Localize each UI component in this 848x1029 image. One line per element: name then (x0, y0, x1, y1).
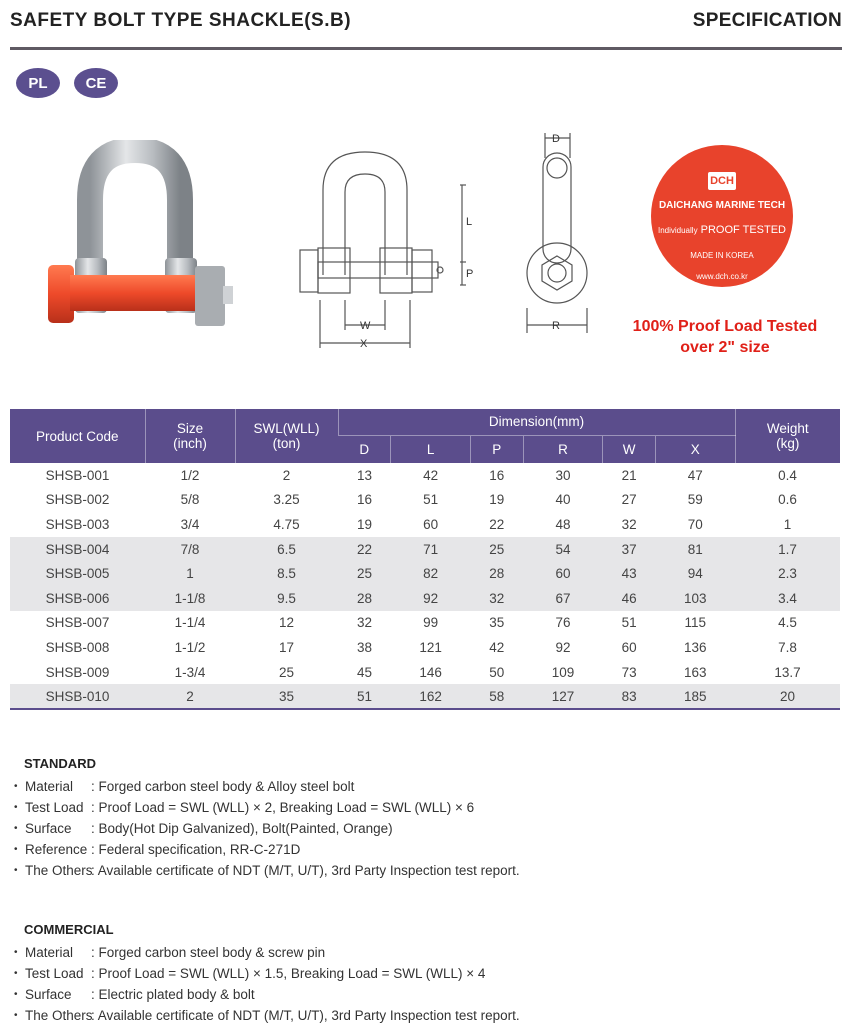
table-cell: 109 (551, 664, 575, 680)
spec-list-item (14, 776, 520, 797)
table-cell: 121 (419, 639, 442, 655)
table-cell: 38 (356, 639, 372, 655)
table-cell: SHSB-006 (10, 586, 145, 611)
table-cell: 2 (282, 467, 291, 483)
table-cell: 1 (145, 561, 235, 586)
table-cell: 21 (621, 467, 637, 483)
table-cell: 103 (656, 586, 735, 611)
spec-list-item (14, 984, 520, 1005)
table-cell: SHSB-004 (10, 537, 145, 562)
header-dim-d: D (338, 435, 391, 463)
table-cell: 32 (470, 586, 523, 611)
pl-badge: PL (16, 68, 60, 98)
bullet-icon: • (14, 781, 18, 792)
header-swl-label: SWL(WLL) (253, 421, 320, 436)
table-row (10, 537, 840, 562)
spec-label: Test Load (25, 966, 84, 981)
table-cell: 7/8 (145, 537, 235, 562)
standard-section (14, 756, 520, 881)
table-cell: 94 (656, 561, 735, 586)
table-cell: 163 (684, 664, 707, 680)
seal-website: www.dch.co.kr (696, 272, 748, 281)
header-size (145, 409, 235, 463)
table-row (10, 561, 840, 586)
header-weight (735, 409, 840, 463)
table-cell: 28 (470, 561, 523, 586)
table-cell: 51 (338, 684, 391, 709)
table-cell: 27 (621, 492, 637, 508)
proof-load-note (620, 316, 830, 358)
table-cell: 3.4 (735, 586, 840, 611)
proof-note-line1: 100% Proof Load Tested (632, 318, 818, 335)
table-cell: 1-1/4 (174, 615, 206, 631)
header-weight-unit: (kg) (776, 436, 800, 451)
spec-list-item (14, 963, 520, 984)
dim-label-r: R (552, 320, 560, 332)
table-cell: SHSB-003 (45, 516, 110, 532)
table-cell: 81 (656, 537, 735, 562)
bullet-icon: • (14, 865, 18, 876)
table-cell: 99 (423, 615, 439, 631)
spec-list-item (14, 1005, 520, 1026)
header-dim-r: R (523, 435, 602, 463)
standard-title: STANDARD (24, 756, 96, 771)
spec-list-item (14, 839, 520, 860)
table-cell: 58 (470, 684, 523, 709)
commercial-title: COMMERCIAL (24, 922, 114, 937)
table-cell: 0.6 (778, 492, 797, 508)
bullet-icon: • (14, 823, 18, 834)
table-cell: 19 (489, 492, 505, 508)
table-cell: 4.5 (778, 615, 797, 631)
spec-label: Surface (25, 987, 72, 1002)
table-cell: 60 (523, 561, 602, 586)
table-row (10, 463, 840, 488)
table-cell: 136 (684, 639, 707, 655)
spec-list-item (14, 818, 520, 839)
table-cell: 67 (523, 586, 602, 611)
seal-company: DAICHANG MARINE TECH (658, 200, 786, 211)
table-cell: 48 (555, 516, 571, 532)
table-cell: 17 (278, 639, 295, 655)
dim-label-l: L (466, 216, 473, 228)
specification-heading: SPECIFICATION (692, 10, 842, 31)
table-cell: 0.4 (778, 467, 797, 483)
seal-proof-text: PROOF TESTED (700, 224, 786, 236)
spec-value: : Forged carbon steel body & Alloy steel bolt (91, 779, 355, 794)
table-cell: 5/8 (180, 492, 200, 508)
header-dim-l: L (391, 435, 470, 463)
table-cell: 60 (423, 516, 439, 532)
table-cell: 92 (555, 639, 571, 655)
table-cell: 76 (555, 615, 571, 631)
spec-list-item (14, 860, 520, 881)
table-cell: 13 (356, 467, 372, 483)
commercial-section (14, 922, 520, 1026)
table-cell: 1/2 (180, 467, 200, 483)
table-cell: 28 (338, 586, 391, 611)
table-cell: 60 (621, 639, 637, 655)
table-cell: 43 (603, 561, 656, 586)
table-cell: 59 (687, 492, 703, 508)
header-product-code: Product Code (10, 409, 145, 463)
table-cell: 16 (489, 467, 505, 483)
table-cell: 1-1/2 (174, 639, 206, 655)
table-cell: 1-1/8 (145, 586, 235, 611)
table-row (10, 512, 840, 537)
spec-label: Test Load (25, 800, 84, 815)
table-cell: 127 (523, 684, 602, 709)
table-cell: 51 (621, 615, 637, 631)
header-dimension: Dimension(mm) (338, 409, 735, 435)
table-cell: 6.5 (235, 537, 338, 562)
table-cell: 162 (391, 684, 470, 709)
table-cell: 3.25 (273, 492, 300, 508)
table-cell: 42 (423, 467, 439, 483)
side-view-drawing (515, 128, 605, 343)
table-cell: 70 (687, 516, 703, 532)
table-cell: SHSB-008 (45, 639, 110, 655)
page-header (10, 8, 842, 50)
table-cell: 1 (783, 516, 792, 532)
table-cell: 45 (356, 664, 372, 680)
table-cell: 4.75 (273, 516, 300, 532)
table-row (10, 488, 840, 513)
table-cell: 30 (555, 467, 571, 483)
spec-list-item (14, 797, 520, 818)
table-cell: SHSB-001 (45, 467, 110, 483)
table-cell: 115 (684, 615, 707, 631)
spec-value: : Forged carbon steel body & screw pin (91, 945, 326, 960)
header-weight-label: Weight (766, 421, 809, 436)
front-view-drawing (290, 130, 480, 355)
bullet-icon: • (14, 802, 18, 813)
table-cell: 22 (489, 516, 505, 532)
dim-label-x: X (360, 338, 368, 350)
dim-label-p: P (466, 268, 474, 280)
header-dim-w: W (603, 435, 656, 463)
table-cell: 20 (735, 684, 840, 709)
table-row (10, 611, 840, 636)
table-cell: 46 (603, 586, 656, 611)
table-cell: 73 (621, 664, 637, 680)
table-cell: 13.7 (774, 664, 801, 680)
header-dim-p: P (470, 435, 523, 463)
ce-badge: CE (74, 68, 118, 98)
spec-table-body (10, 463, 840, 709)
table-cell: 47 (687, 467, 703, 483)
page-title: SAFETY BOLT TYPE SHACKLE(S.B) (10, 10, 352, 31)
table-cell: 1.7 (735, 537, 840, 562)
table-cell: 2 (145, 684, 235, 709)
seal-proof (651, 224, 793, 236)
bullet-icon: • (14, 1010, 18, 1021)
table-cell: 54 (523, 537, 602, 562)
spec-label: Surface (25, 821, 72, 836)
dim-label-d: D (552, 133, 560, 145)
bullet-icon: • (14, 989, 18, 1000)
certification-badges (16, 68, 118, 98)
standard-list (14, 776, 520, 881)
table-cell: 25 (338, 561, 391, 586)
table-cell: 35 (235, 684, 338, 709)
table-cell: 37 (603, 537, 656, 562)
table-cell: 9.5 (235, 586, 338, 611)
table-cell: 71 (391, 537, 470, 562)
table-cell: SHSB-002 (45, 492, 110, 508)
table-cell: 32 (356, 615, 372, 631)
dim-label-w: W (360, 320, 371, 332)
table-cell: 3/4 (180, 516, 200, 532)
dch-logo: DCH (708, 172, 736, 190)
seal-made-in: MADE IN KOREA (690, 251, 754, 260)
table-cell: 7.8 (778, 639, 797, 655)
header-swl-unit: (ton) (272, 436, 301, 451)
table-cell: 185 (656, 684, 735, 709)
table-row (10, 586, 840, 611)
table-cell: SHSB-007 (45, 615, 110, 631)
table-cell: 22 (338, 537, 391, 562)
bullet-icon: • (14, 968, 18, 979)
spec-label: Reference (25, 842, 88, 857)
table-cell: 12 (278, 615, 295, 631)
header-size-label: Size (176, 421, 204, 436)
proof-note-line2: over 2" size (680, 339, 770, 356)
table-cell: 83 (603, 684, 656, 709)
spec-value: : Electric plated body & bolt (91, 987, 255, 1002)
table-cell: 25 (278, 664, 295, 680)
spec-table (10, 409, 840, 710)
table-cell: 35 (489, 615, 505, 631)
spec-value: : Available certificate of NDT (M/T, U/T), 3rd Party Inspection test report. (91, 863, 520, 878)
table-cell: SHSB-009 (45, 664, 110, 680)
seal-proof-prefix: Individually (657, 226, 698, 235)
table-cell: 51 (423, 492, 439, 508)
spec-value: : Federal specification, RR-C-271D (91, 842, 301, 857)
table-cell: 82 (391, 561, 470, 586)
table-cell: 2.3 (735, 561, 840, 586)
table-cell: 42 (489, 639, 505, 655)
table-cell: SHSB-005 (10, 561, 145, 586)
commercial-list (14, 942, 520, 1026)
table-cell: 32 (621, 516, 637, 532)
table-cell: SHSB-010 (10, 684, 145, 709)
spec-label: The Others (25, 863, 93, 878)
table-cell: 146 (419, 664, 442, 680)
shackle-photo (40, 140, 240, 345)
spec-list-item (14, 942, 520, 963)
table-cell: 8.5 (235, 561, 338, 586)
header-size-unit: (inch) (173, 436, 207, 451)
spec-label: The Others (25, 1008, 93, 1023)
table-row (10, 635, 840, 660)
table-cell: 40 (555, 492, 571, 508)
table-row (10, 660, 840, 685)
table-cell: 16 (356, 492, 372, 508)
table-row (10, 684, 840, 709)
bullet-icon: • (14, 947, 18, 958)
spec-value: : Body(Hot Dip Galvanized), Bolt(Painted, Orange) (91, 821, 393, 836)
spec-value: : Proof Load = SWL (WLL) × 2, Breaking Load = SWL (WLL) × 6 (91, 800, 475, 815)
header-dim-x: X (656, 435, 735, 463)
spec-label: Material (25, 779, 74, 794)
table-cell: 25 (470, 537, 523, 562)
table-cell: 1-3/4 (174, 664, 206, 680)
spec-value: : Available certificate of NDT (M/T, U/T), 3rd Party Inspection test report. (91, 1008, 520, 1023)
table-cell: 92 (391, 586, 470, 611)
proof-tested-seal (651, 145, 793, 287)
table-cell: 50 (489, 664, 505, 680)
table-cell: 19 (356, 516, 372, 532)
shackle-photo-image (40, 140, 240, 340)
bullet-icon: • (14, 844, 18, 855)
spec-label: Material (25, 945, 74, 960)
header-swl (235, 409, 338, 463)
spec-value: : Proof Load = SWL (WLL) × 1.5, Breaking Load = SWL (WLL) × 4 (91, 966, 486, 981)
